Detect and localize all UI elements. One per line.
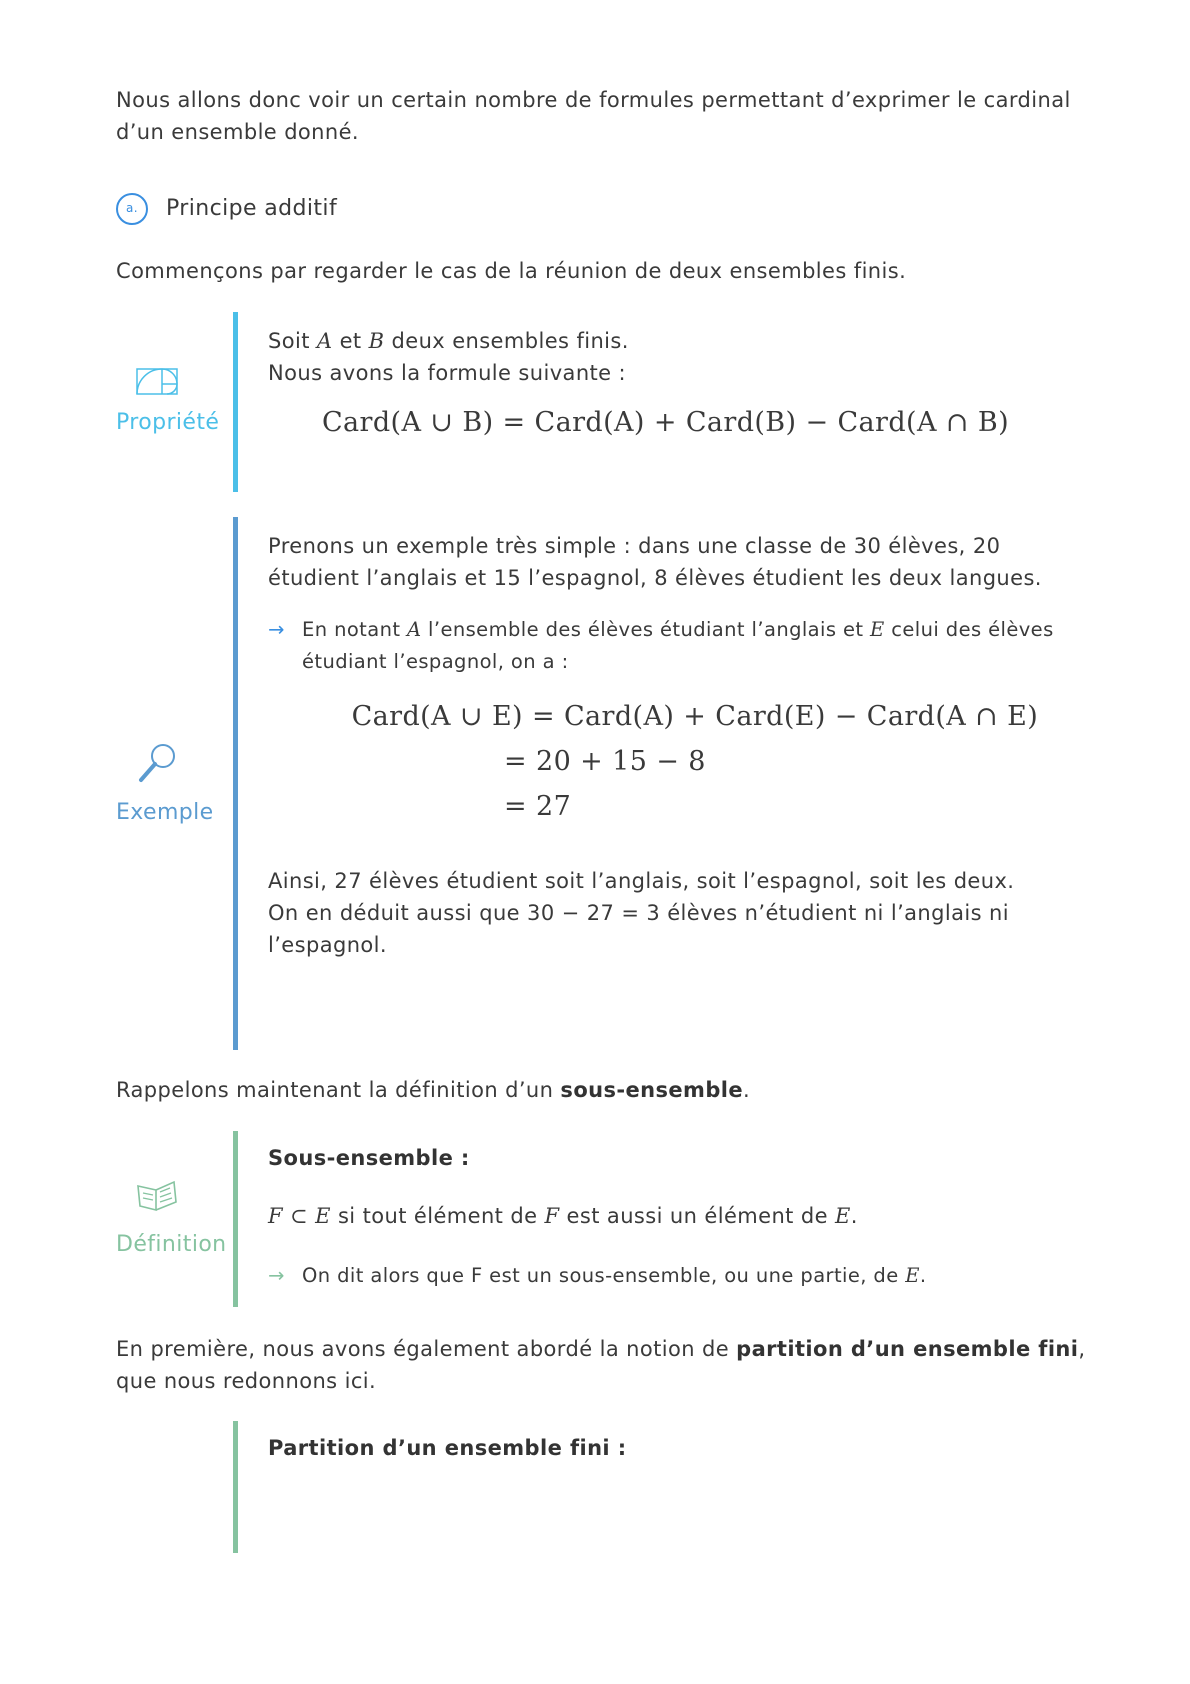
intro-paragraph: Nous allons donc voir un certain nombre de formules permettant d’exprimer le cardinal d’un ensemble donné. [116,88,1071,144]
paragraph-partition: En première, nous avons également abordé la notion de partition d’un ensemble fini, que nous redonnons ici. [116,1337,1086,1393]
paragraph-rappel: Rappelons maintenant la définition d’un sous-ensemble. [116,1078,751,1102]
equation-block: Card(A ∪ E) = Card(A) + Card(E) − Card(A ∩ E) = 20 + 15 − 8 = 27 [351,701,1039,822]
golden-spiral-icon [136,368,178,395]
section-title: Principe additif [166,196,338,221]
arrow-icon: → [268,1264,285,1287]
magnifier-icon [136,742,178,784]
exemple-bar [233,517,238,1050]
paragraph-reunion: Commençons par regarder le cas de la réunion de deux ensembles finis. [116,259,907,283]
propriete-bar [233,312,238,492]
definition-bar [233,1131,238,1307]
open-book-icon [136,1180,178,1212]
definition-label: Définition [116,1232,227,1257]
propriete-content: Soit A et B deux ensembles finis. Nous avons la formule suivante : Card(A ∪ B) = Card(A) + Card(B) − Card(A ∩ B) [268,325,1088,439]
exemple-content: Prenons un exemple très simple : dans une classe de 30 élèves, 20 étudient l’anglais et 15 l’espagnol, 8 élèves étudient les deux langues. → En notant A l’ensemble des élèves étudiant l’anglais et E celui des élèves étudiant l’espagnol, on a : Card(A ∪ E) = Card(A) + Card(E) − Card(A ∩ E) = 20 + 15 − 8 = 27 Ainsi, 27 élèves étudient soit l’anglais, soit l’espagnol, soit les deux. On en déduit aussi que 30 − 27 = 3 élèves n’étudient ni l’anglais ni l’espagnol. [268,530,1088,961]
section-marker: a. [116,193,148,225]
partition-content: Partition d’un ensemble fini : [268,1436,627,1460]
formula: Card(A ∪ B) = Card(A) + Card(B) − Card(A ∩ B) [322,407,1010,438]
exemple-label: Exemple [116,800,214,825]
partition-bar [233,1421,238,1553]
propriete-label: Propriété [116,410,220,435]
arrow-icon: → [268,618,285,641]
definition-content: Sous-ensemble : F ⊂ E si tout élément de F est aussi un élément de E. → On dit alors que F est un sous-ensemble, ou une partie, de E. [268,1142,1088,1292]
